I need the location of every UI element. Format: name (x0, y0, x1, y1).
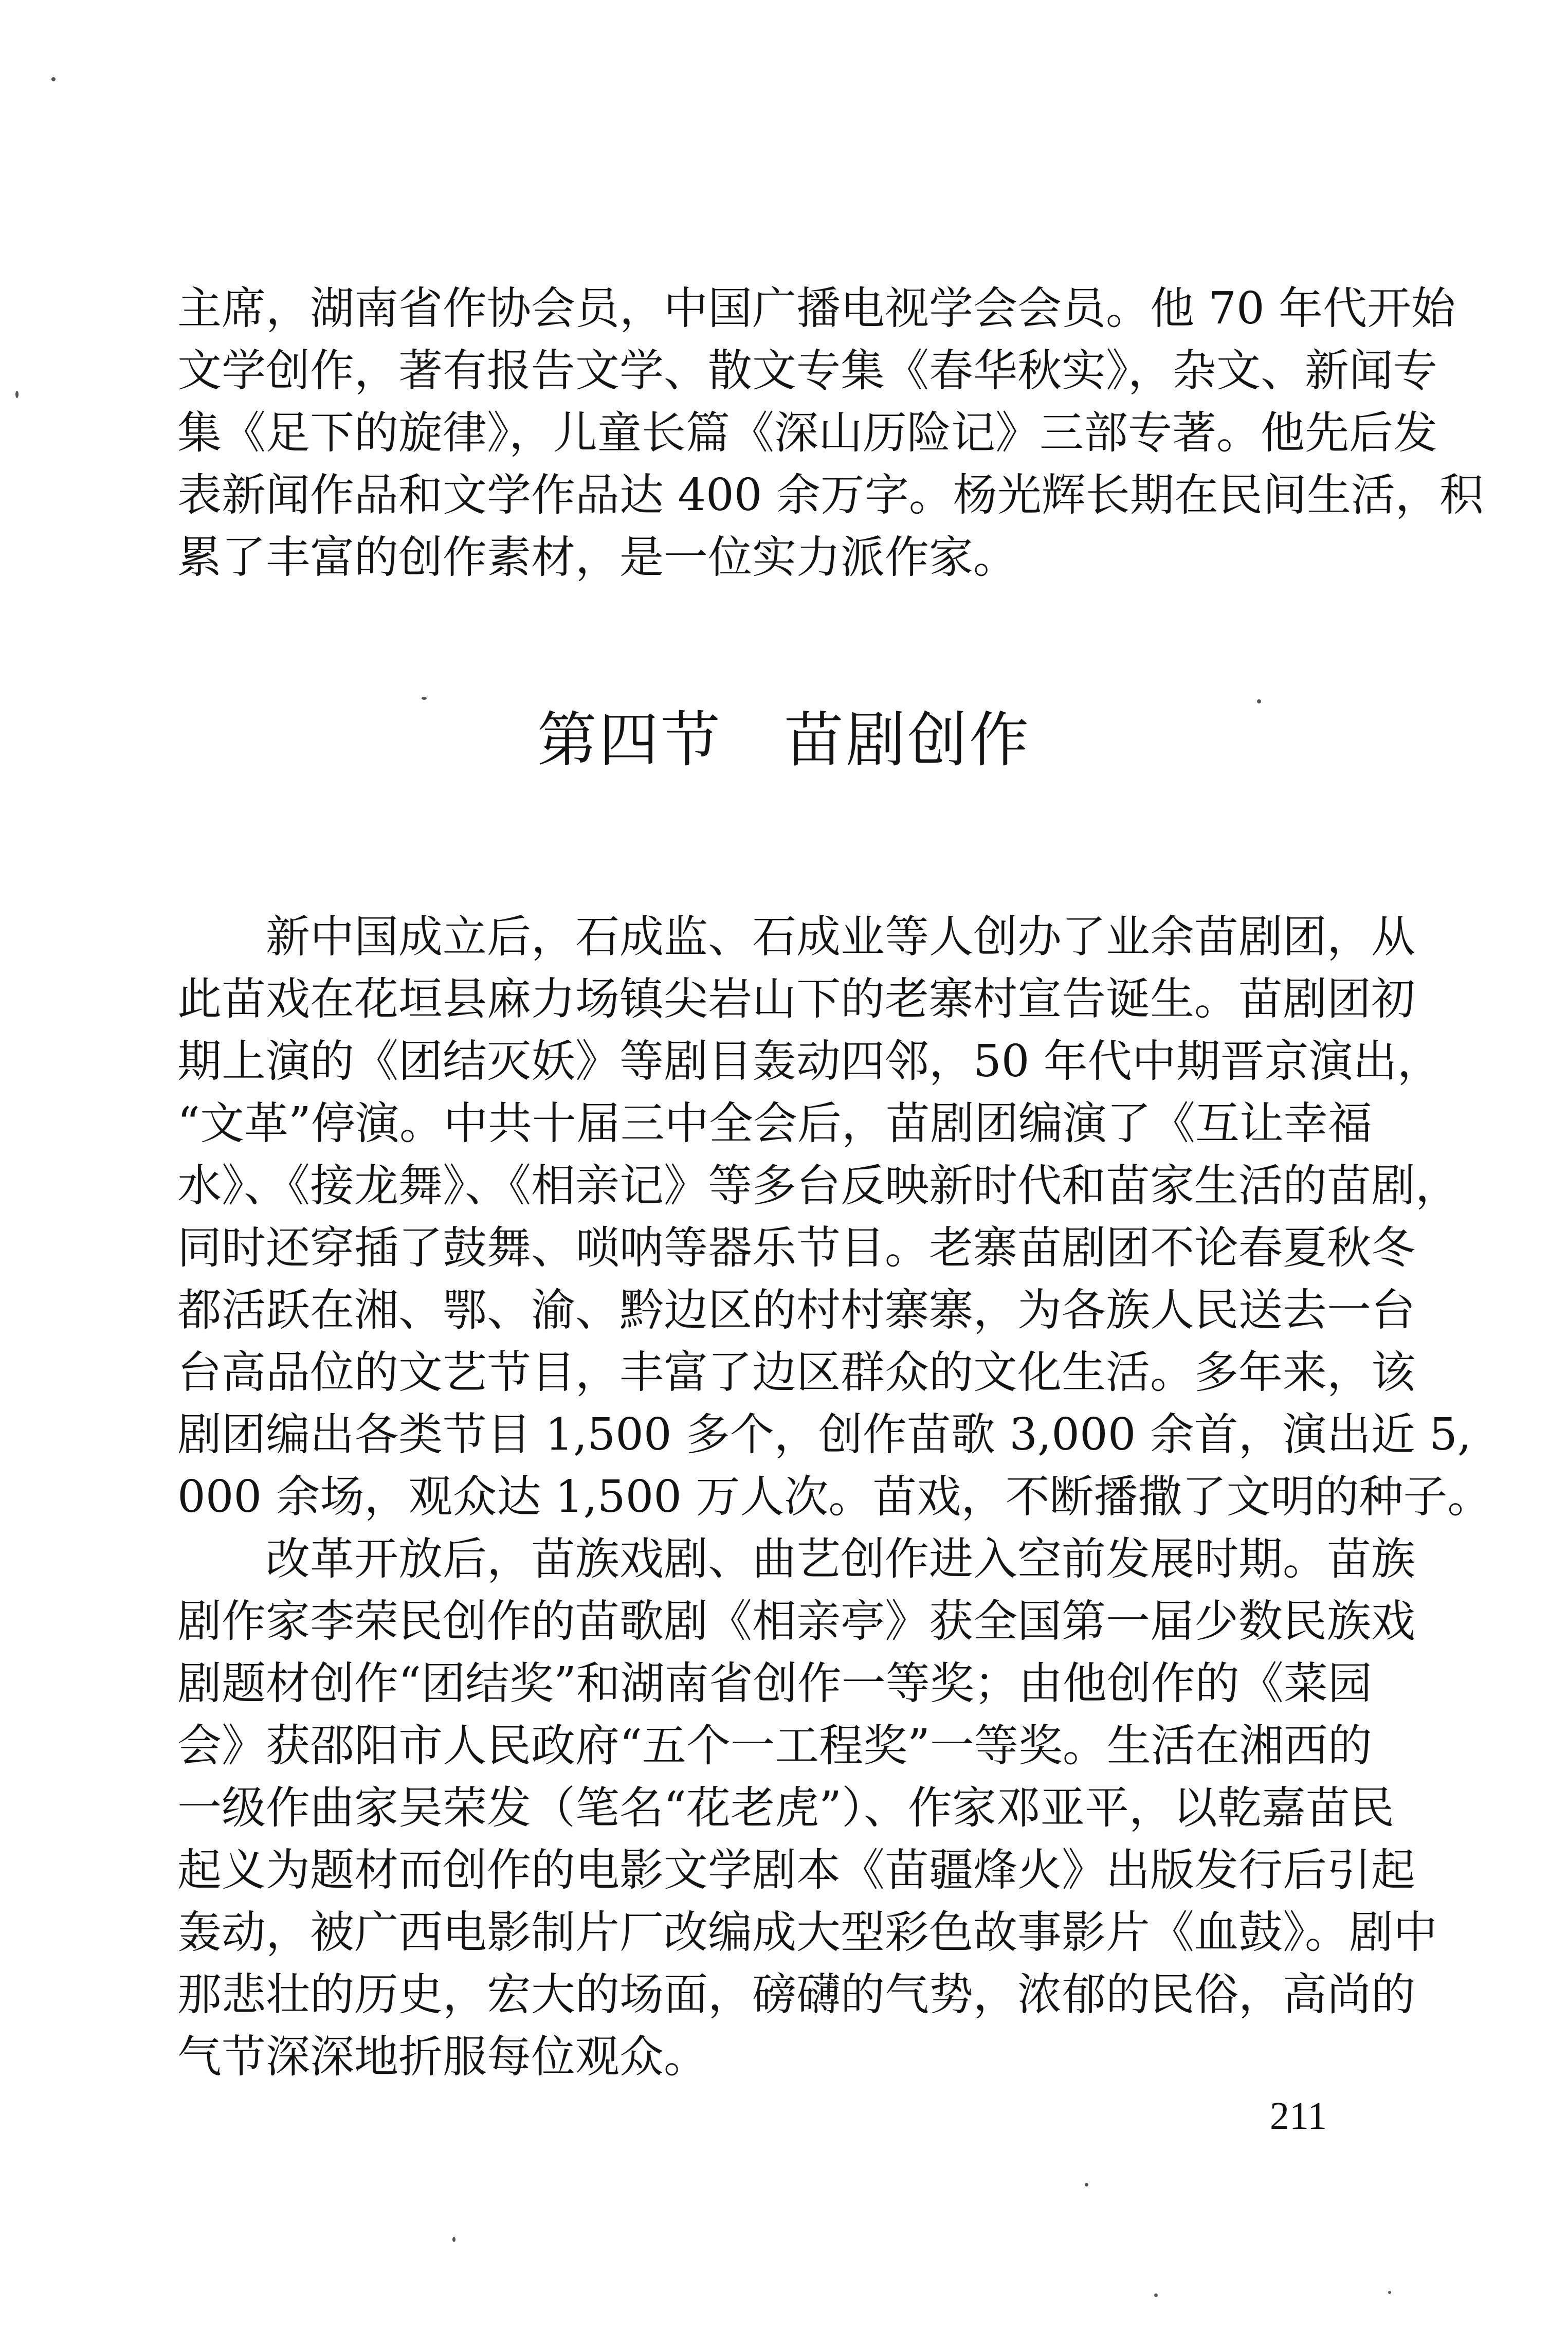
text-line: 轰动，被广西电影制片厂改编成大型彩色故事影片《血鼓》。剧中 (177, 1907, 1437, 1958)
scan-speck (1257, 699, 1261, 703)
top-paragraph (177, 278, 1484, 589)
scan-speck (15, 391, 19, 398)
scan-speck (1154, 2293, 1158, 2297)
text-line: 台高品位的文艺节目，丰富了边区群众的文化生活。多年来，该 (177, 1347, 1415, 1398)
text-line: 那悲壮的历史，宏大的场面，磅礴的气势，浓郁的民俗，高尚的 (177, 1969, 1415, 2020)
text-line: 集《足下的旋律》，儿童长篇《深山历险记》三部专著。他先后发 (177, 407, 1437, 459)
text-line: 主席，湖南省作协会员，中国广播电视学会会员。他 70 年代开始 (177, 283, 1456, 334)
text-line: 都活跃在湘、鄂、渝、黔边区的村村寨寨，为各族人民送去一台 (177, 1285, 1415, 1336)
text-line: 水》、《接龙舞》、《相亲记》等多台反映新时代和苗家生活的苗剧， (177, 1160, 1460, 1212)
main-text (177, 906, 1492, 2088)
text-line: 剧题材创作“团结奖”和湖南省创作一等奖；由他创作的《菜园 (177, 1658, 1372, 1709)
text-line: 剧团编出各类节目 1,500 多个，创作苗歌 3,000 余首，演出近 5, (177, 1409, 1472, 1460)
text-line: 会》获邵阳市人民政府“五个一工程奖”一等奖。生活在湘西的 (177, 1720, 1372, 1771)
scan-speck (51, 77, 56, 81)
scan-speck (1388, 2291, 1391, 2294)
scan-speck (422, 697, 427, 700)
text-line: 气节深深地折服每位观众。 (177, 2031, 708, 2083)
text-line: 同时还穿插了鼓舞、唢呐等器乐节目。老寨苗剧团不论春夏秋冬 (177, 1222, 1415, 1274)
section-title: 第四节 苗剧创作 (537, 706, 1031, 775)
text-line: 一级作曲家吴荣发（笔名“花老虎”）、作家邓亚平，以乾嘉苗民 (177, 1782, 1394, 1834)
text-line: 剧作家李荣民创作的苗歌剧《相亲亭》获全国第一届少数民族戏 (177, 1596, 1415, 1647)
page-number: 211 (1270, 2094, 1327, 2138)
text-line: 新中国成立后，石成监、石成业等人创办了业余苗剧团，从 (177, 911, 1415, 963)
text-line: 期上演的《团结灭妖》等剧目轰动四邻，50 年代中期晋京演出， (177, 1036, 1442, 1087)
text-line: 改革开放后，苗族戏剧、曲艺创作进入空前发展时期。苗族 (177, 1533, 1415, 1585)
text-line: 累了丰富的创作素材，是一位实力派作家。 (177, 532, 1017, 583)
text-line: 文学创作，著有报告文学、散文专集《春华秋实》，杂文、新闻专 (177, 345, 1437, 396)
text-line: “文革”停演。中共十届三中全会后，苗剧团编演了《互让幸福 (177, 1098, 1372, 1149)
text-line: 起义为题材而创作的电影文学剧本《苗疆烽火》出版发行后引起 (177, 1845, 1415, 1896)
scan-speck (452, 2237, 455, 2242)
text-line: 000 余场，观众达 1,500 万人次。苗戏，不断播撒了文明的种子。 (177, 1471, 1492, 1523)
scan-speck (1085, 2183, 1088, 2186)
text-line: 表新闻作品和文学作品达 400 余万字。杨光辉长期在民间生活，积 (177, 469, 1484, 521)
text-line: 此苗戏在花垣县麻力场镇尖岩山下的老寨村宣告诞生。苗剧团初 (177, 973, 1415, 1025)
